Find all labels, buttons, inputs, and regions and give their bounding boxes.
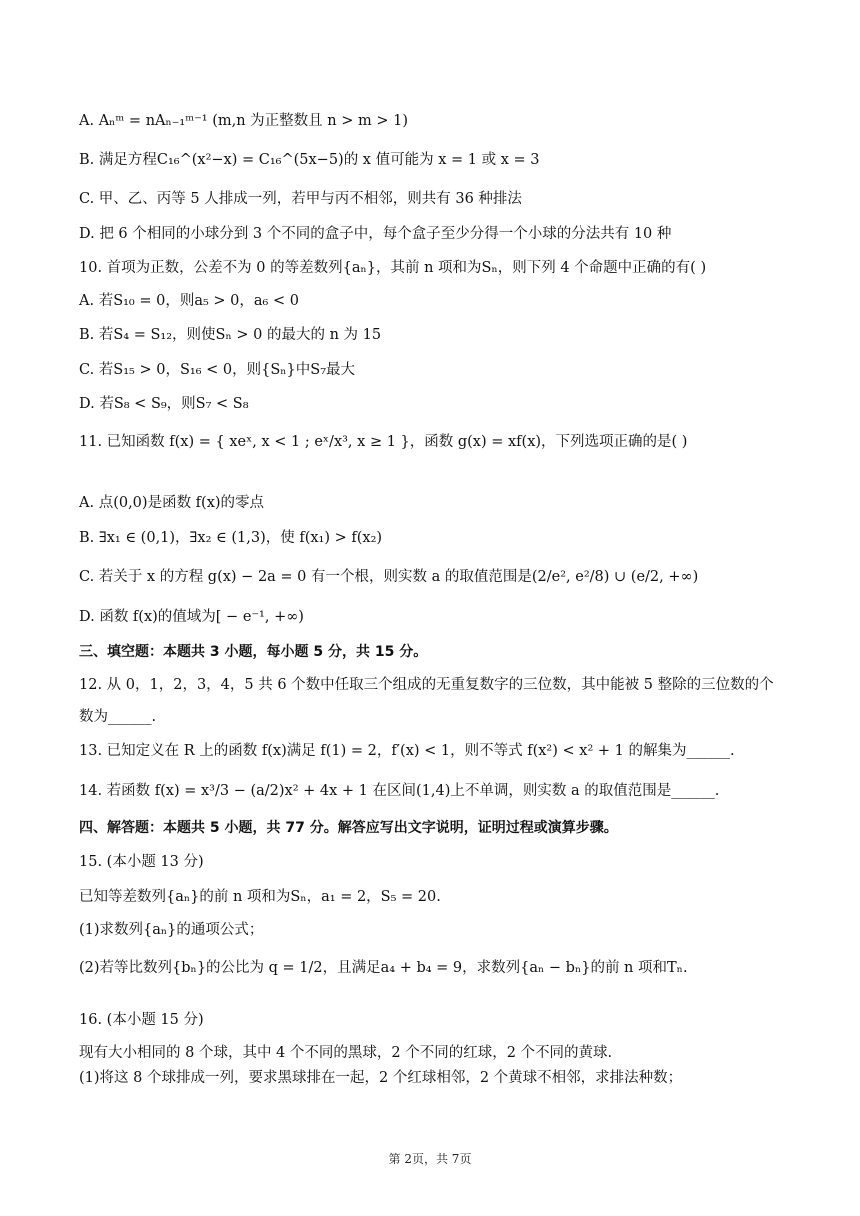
question-16-part1: (1)将这 8 个球排成一列，要求黑球排在一起，2 个红球相邻，2 个黄球不相邻，求排法种数；: [79, 1070, 683, 1086]
option-9c: C. 甲、乙、丙等 5 人排成一列，若甲与丙不相邻，则共有 36 种排法: [79, 191, 522, 207]
question-15-part2: (2)若等比数列{bₙ}的公比为 q = 1/2，且满足a₄ + b₄ = 9，求数列{aₙ − bₙ}的前 n 项和Tₙ.: [79, 960, 688, 976]
option-9b: B. 满足方程C₁₆^(x²−x) = C₁₆^(5x−5)的 x 值可能为 x = 1 或 x = 3: [79, 152, 540, 168]
option-11a: A. 点(0,0)是函数 f(x)的零点: [79, 495, 265, 511]
option-11d: D. 函数 f(x)的值域为[ − e⁻¹, +∞): [79, 609, 304, 625]
question-15-stem: 已知等差数列{aₙ}的前 n 项和为Sₙ，a₁ = 2，S₅ = 20.: [79, 889, 441, 905]
question-12-line1: 12. 从 0，1，2，3，4，5 共 6 个数中任取三个组成的无重复数字的三位数，其中能被 5 整除的三位数的个: [79, 677, 774, 693]
question-16-title: 16. (本小题 15 分): [79, 1012, 204, 1028]
option-11b: B. ∃x₁ ∈ (0,1)，∃x₂ ∈ (1,3)，使 f(x₁) > f(x₂): [79, 530, 383, 546]
page-footer: 第 2页，共 7页: [388, 1152, 472, 1166]
section-4-heading: 四、解答题：本题共 5 小题，共 77 分。解答应写出文字说明，证明过程或演算步骤。: [79, 820, 618, 836]
option-10a: A. 若S₁₀ = 0，则a₅ > 0，a₆ < 0: [79, 293, 299, 309]
question-15-title: 15. (本小题 13 分): [79, 854, 204, 870]
question-14: 14. 若函数 f(x) = x³/3 − (a/2)x² + 4x + 1 在区间(1,4)上不单调，则实数 a 的取值范围是______.: [79, 783, 720, 799]
section-3-heading: 三、填空题：本题共 3 小题，每小题 5 分，共 15 分。: [79, 644, 428, 660]
question-13: 13. 已知定义在 R 上的函数 f(x)满足 f(1) = 2，f′(x) < 1，则不等式 f(x²) < x² + 1 的解集为______.: [79, 743, 735, 759]
question-15-part1: (1)求数列{aₙ}的通项公式；: [79, 922, 264, 938]
question-16-stem: 现有大小相同的 8 个球，其中 4 个不同的黑球，2 个不同的红球，2 个不同的黄球.: [79, 1045, 613, 1061]
option-9a: A. Aₙᵐ = nAₙ₋₁ᵐ⁻¹ (m,n 为正整数且 n > m > 1): [79, 113, 408, 129]
option-11c: C. 若关于 x 的方程 g(x) − 2a = 0 有一个根，则实数 a 的取值范围是(2/e², e²/8) ∪ (e/2, +∞): [79, 569, 699, 585]
question-10: 10. 首项为正数，公差不为 0 的等差数列{aₙ}，其前 n 项和为Sₙ，则下列 4 个命题中正确的有( ): [79, 260, 707, 276]
question-12-line2: 数为______.: [79, 709, 157, 725]
option-10c: C. 若S₁₅ > 0，S₁₆ < 0，则{Sₙ}中S₇最大: [79, 362, 356, 378]
option-9d: D. 把 6 个相同的小球分到 3 个不同的盒子中，每个盒子至少分得一个小球的分法共有 10 种: [79, 226, 672, 242]
option-10d: D. 若S₈ < S₉，则S₇ < S₈: [79, 396, 249, 412]
question-11: 11. 已知函数 f(x) = { xeˣ, x < 1 ; eˣ/x³, x ≥ 1 }，函数 g(x) = xf(x)，下列选项正确的是( ): [79, 434, 688, 450]
option-10b: B. 若S₄ = S₁₂，则使Sₙ > 0 的最大的 n 为 15: [79, 327, 382, 343]
